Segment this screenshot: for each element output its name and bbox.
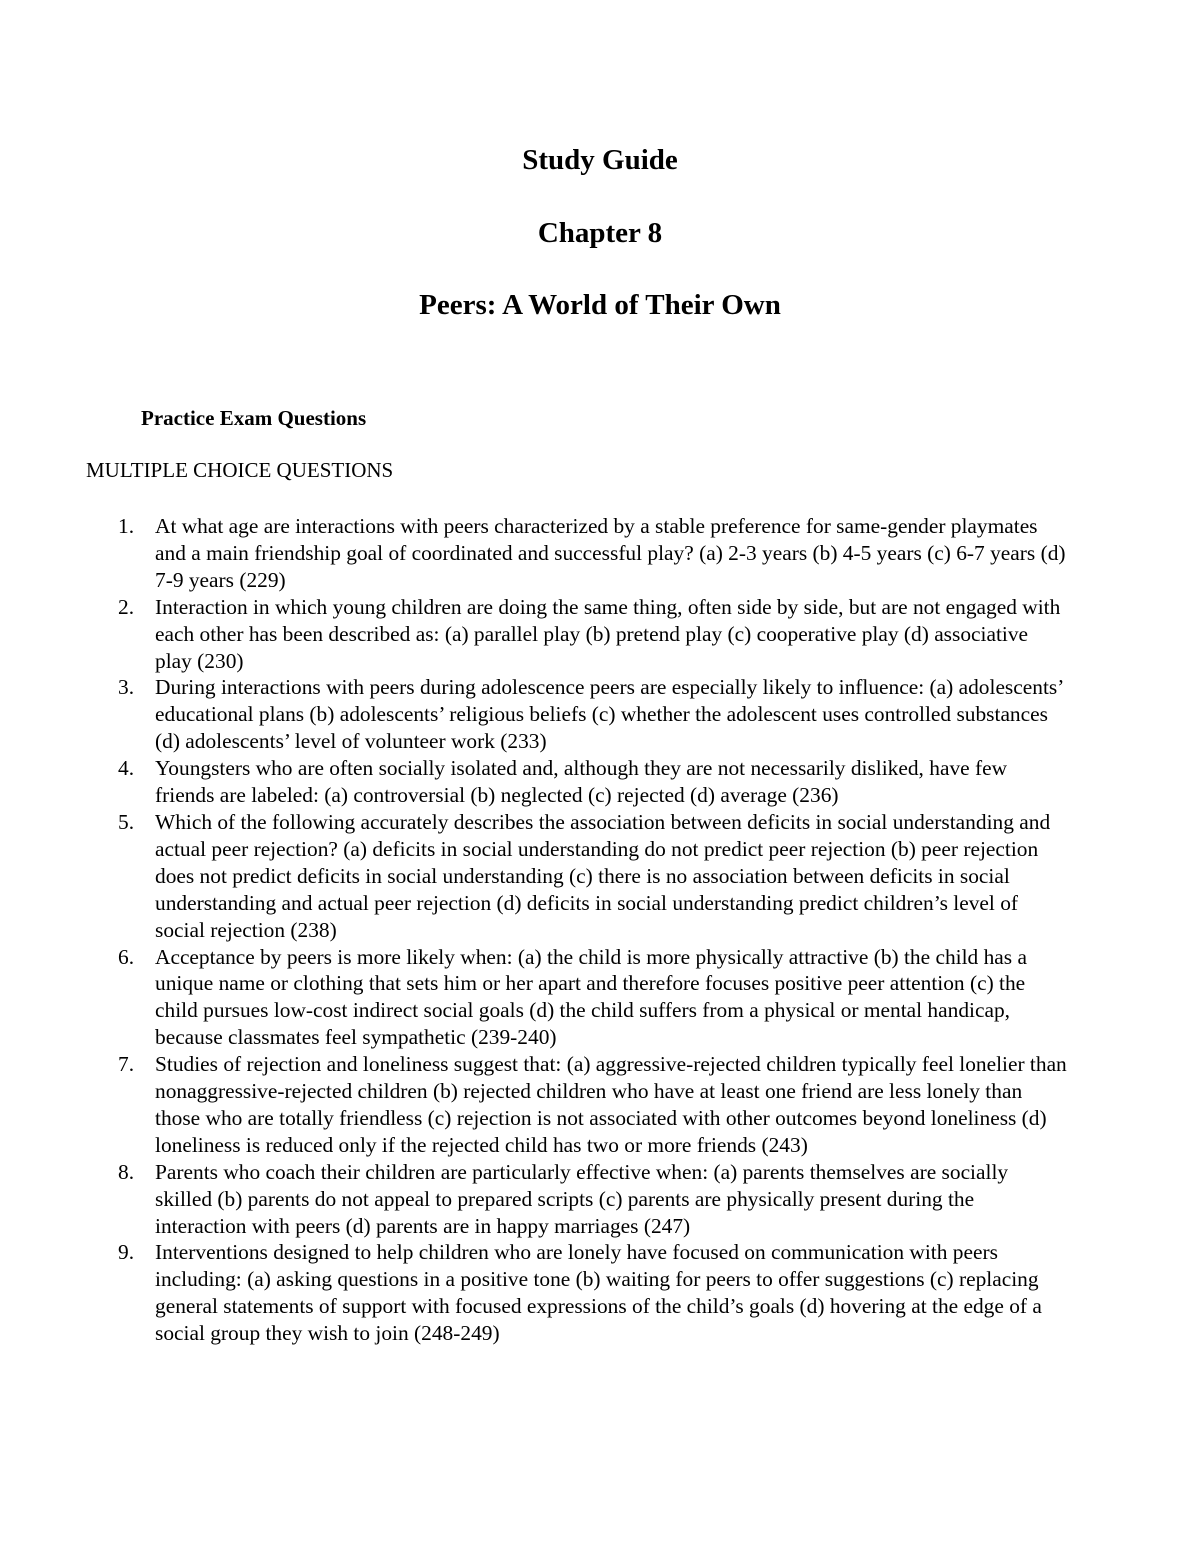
- question-text: During interactions with peers during adolescence peers are especially likely to influence: (a) adolescents’ educational plans (b) adolescents’ religious beliefs (c) whether the adolescent uses controlled substances (d) adolescents’ level of volunteer work (233): [155, 675, 1063, 754]
- question-text: At what age are interactions with peers characterized by a stable preference for same-gender playmates and a main friendship goal of coordinated and successful play? (a) 2-3 years (b) 4-5 years (c) 6-7 years (d) 7-9 years (229): [155, 514, 1066, 592]
- question-item: [0, 513, 1067, 594]
- practice-heading: Practice Exam Questions: [141, 406, 367, 430]
- question-text: Acceptance by peers is more likely when: (a) the child is more physically attractive (b) the child has a unique name or clothing that sets him or her apart and therefore focuses positive peer attention (c) the child pursues low-cost indirect social goals (d) the child suffers from a physical or mental handicap, because classmates feel sympathetic (239-240): [155, 944, 1027, 1050]
- question-text: Interaction in which young children are doing the same thing, often side by side, but are not engaged with each other has been described as: (a) parallel play (b) pretend play (c) cooperative play (d) associative play (230): [155, 594, 1061, 673]
- question-number: 2.: [118, 594, 135, 619]
- question-number: 7.: [118, 1052, 135, 1077]
- question-item: [0, 674, 1067, 755]
- question-item: [0, 809, 1067, 944]
- chapter-title: Peers: A World of Their Own: [419, 289, 781, 321]
- question-list: [0, 513, 1200, 1347]
- question-number: 8.: [118, 1159, 135, 1184]
- question-item: [0, 1159, 1067, 1240]
- question-item: [0, 755, 1067, 809]
- question-text: Parents who coach their children are particularly effective when: (a) parents themselves are socially skilled (b) parents do not appeal to prepared scripts (c) parents are physically present during the interaction with peers (d) parents are in happy marriages (247): [155, 1159, 1009, 1238]
- section-heading: MULTIPLE CHOICE QUESTIONS: [86, 458, 394, 482]
- question-item: [0, 1239, 1067, 1347]
- question-text: Interventions designed to help children who are lonely have focused on communication with peers including: (a) asking questions in a positive tone (b) waiting for peers to offer suggestions (c) replacing general statements of support with focused expressions of the child’s goals (d) hovering at the edge of a social group they wish to join (248-249): [155, 1240, 1042, 1346]
- question-number: 9.: [118, 1240, 135, 1265]
- question-item: [0, 594, 1067, 675]
- question-text: Youngsters who are often socially isolated and, although they are not necessarily disliked, have few friends are labeled: (a) controversial (b) neglected (c) rejected (d) average (236): [155, 756, 1008, 808]
- question-number: 3.: [118, 675, 135, 700]
- question-text: Studies of rejection and loneliness suggest that: (a) aggressive-rejected children typically feel lonelier than nonaggressive-rejected children (b) rejected children who have at least one friend are less lonely than those who are totally friendless (c) rejection is not associated with other outcomes beyond loneliness (d) loneliness is reduced only if the rejected child has two or more friends (243): [155, 1052, 1067, 1157]
- chapter-number: Chapter 8: [537, 217, 663, 249]
- question-number: 6.: [118, 944, 135, 969]
- question-number: 1.: [118, 514, 135, 538]
- question-number: 5.: [118, 809, 135, 834]
- question-item: [0, 944, 1067, 1052]
- question-number: 4.: [118, 756, 135, 781]
- question-item: [0, 1051, 1067, 1159]
- document-title: Study Guide: [522, 144, 678, 176]
- question-text: Which of the following accurately describes the association between deficits in social understanding and actual peer rejection? (a) deficits in social understanding do not predict peer rejection (b) peer rejection does not predict deficits in social understanding (c) there is no association between deficits in social understanding and actual peer rejection (d) deficits in social understanding predict children’s level of social rejection (238): [155, 809, 1051, 942]
